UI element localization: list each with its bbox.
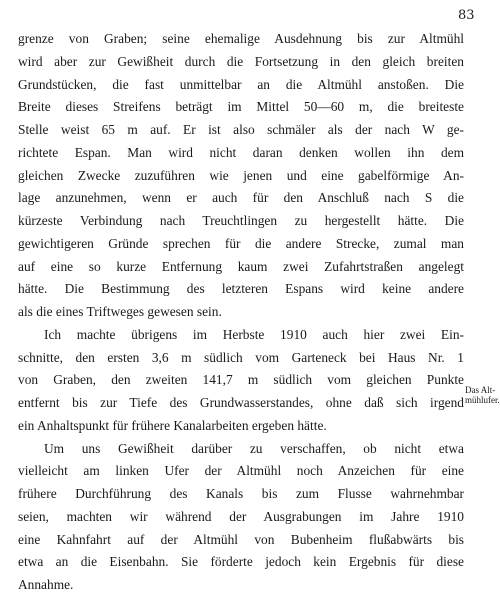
text-line: Grundstücken, die fast unmittelbar an die Altmühl anstoßen. Die	[18, 76, 464, 92]
text-line: Breite dieses Streifens beträgt im Mittel 50—60 m, die breiteste	[18, 99, 464, 115]
text-line: Stelle weist 65 m auf. Er ist also schmäler als der nach W ge-	[18, 122, 464, 137]
text-line: eine Kahnfahrt auf der Altmühl von Bubenheim flußabwärts bis	[18, 531, 464, 547]
paragraph-2	[18, 324, 464, 438]
text-line: gleichen Zwecke zuzuführen wie jenen und eine gabelförmige An-	[18, 167, 464, 183]
text-line: Ich machte übrigens im Herbste 1910 auch hier zwei Ein-	[44, 326, 464, 342]
text-line: hätte. Die Bestimmung des letzteren Espans wird keine andere	[18, 281, 464, 297]
margin-note-line: mühlufer.	[465, 395, 500, 405]
text-line: ein Anhaltspunkt für frühere Kanalarbeiten ergeben hätte.	[18, 417, 327, 433]
text-line: von Graben, den zweiten 141,7 m südlich vom gleichen Punkte	[18, 372, 464, 388]
text-line: Annahme.	[18, 577, 74, 592]
text-line: gewichtigeren Gründe sprechen für die andere Strecke, zumal man	[18, 235, 464, 251]
margin-note	[465, 385, 500, 405]
text-line: etwa an die Eisenbahn. Sie förderte jedoch kein Ergebnis für diese	[18, 554, 464, 570]
margin-note-line: Das Alt-	[465, 385, 496, 395]
page-number: 83	[458, 8, 475, 23]
text-line: frühere Durchführung des Kanals bis zum Flusse wahrnehmbar	[18, 486, 464, 501]
text-line: entfernt bis zur Tiefe des Grundwasserstandes, ohne daß sich irgend	[18, 395, 464, 410]
text-line: Um uns Gewißheit darüber zu verschaffen, ob nicht etwa	[44, 440, 464, 456]
text-line: seien, machten wir während der Ausgrabungen im Jahre 1910	[18, 508, 464, 524]
text-line: grenze von Graben; seine ehemalige Ausdehnung bis zur Altmühl	[18, 31, 464, 46]
paragraph-3	[18, 438, 464, 597]
body-text	[18, 28, 464, 597]
text-line: wird aber zur Gewißheit durch die Fortsetzung in den gleich breiten	[18, 53, 464, 69]
paragraph-1	[18, 28, 464, 324]
text-line: als die eines Triftweges gewesen sein.	[18, 304, 222, 319]
text-line: vielleicht am linken Ufer der Altmühl noch Anzeichen für eine	[18, 463, 464, 479]
text-line: richtete Espan. Man wird nicht daran denken wollen ihn dem	[18, 144, 464, 160]
text-line: schnitte, den ersten 3,6 m südlich vom Garteneck bei Haus Nr. 1	[18, 349, 464, 365]
text-line: kürzeste Verbindung nach Treuchtlingen zu hergestellt hätte. Die	[18, 213, 464, 228]
text-line: lage anzunehmen, wenn er auch für den Anschluß nach S die	[18, 190, 464, 206]
text-line: auf eine so kurze Entfernung kaum zwei Zufahrtstraßen angelegt	[18, 258, 464, 274]
